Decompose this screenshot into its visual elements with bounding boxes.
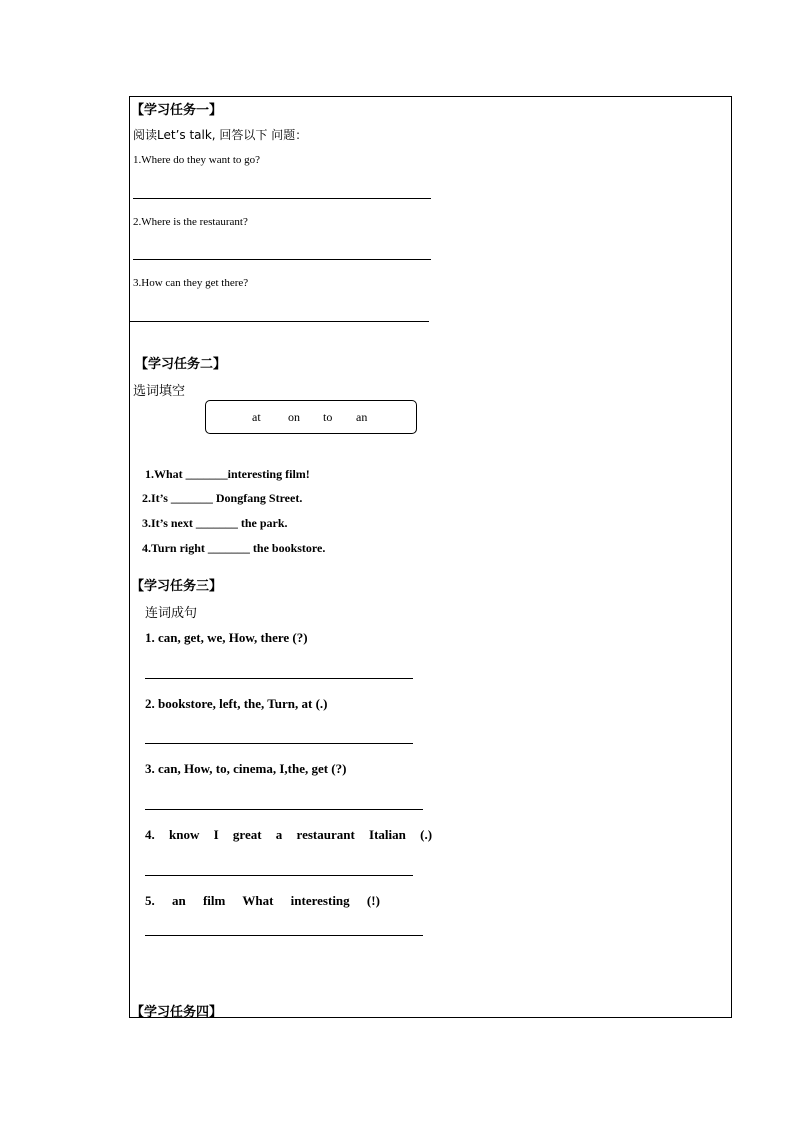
task1-question-2: 2.Where is the restaurant? <box>133 216 248 228</box>
section-divider <box>129 321 429 322</box>
task1-instruction: 阅读Let’s talk, 回答以下 问题： <box>133 128 308 142</box>
task3-instruction: 连词成句 <box>145 606 198 621</box>
word-bank-word: on <box>288 410 300 424</box>
task3-header: 【学习任务三】 <box>131 579 223 594</box>
worksheet-frame <box>129 96 732 1018</box>
answer-line[interactable] <box>145 743 413 744</box>
task2-item-2: 2.It’s _______ Dongfang Street. <box>142 491 303 505</box>
task2-header: 【学习任务二】 <box>135 357 227 372</box>
answer-line[interactable] <box>145 809 423 810</box>
task2-item-4: 4.Turn right _______ the bookstore. <box>142 541 326 555</box>
word-bank-word: at <box>252 410 261 424</box>
task1-question-1: 1.Where do they want to go? <box>133 154 261 166</box>
answer-line[interactable] <box>133 198 431 199</box>
task1-question-3: 3.How can they get there? <box>133 277 249 289</box>
answer-line[interactable] <box>145 678 413 679</box>
word-bank-box <box>205 400 417 434</box>
answer-line[interactable] <box>145 875 413 876</box>
task3-item-3: 3. can, How, to, cinema, I,the, get (?) <box>145 761 347 776</box>
task3-item-1: 1. can, get, we, How, there (?) <box>145 630 308 645</box>
task3-item-5: 5. an film What interesting (!) <box>145 893 380 908</box>
task4-header: 【学习任务四】 <box>131 1005 223 1020</box>
word-bank-word: an <box>356 410 368 424</box>
task2-item-3: 3.It’s next _______ the park. <box>142 516 288 530</box>
task2-instruction: 选词填空 <box>133 384 186 399</box>
task3-item-2: 2. bookstore, left, the, Turn, at (.) <box>145 696 328 711</box>
task1-header: 【学习任务一】 <box>131 103 223 118</box>
answer-line[interactable] <box>145 935 423 936</box>
task2-item-1: 1.What _______interesting film! <box>145 467 310 481</box>
answer-line[interactable] <box>133 259 431 260</box>
task3-item-4: 4. know I great a restaurant Italian (.) <box>145 827 433 842</box>
word-bank-word: to <box>323 410 333 424</box>
